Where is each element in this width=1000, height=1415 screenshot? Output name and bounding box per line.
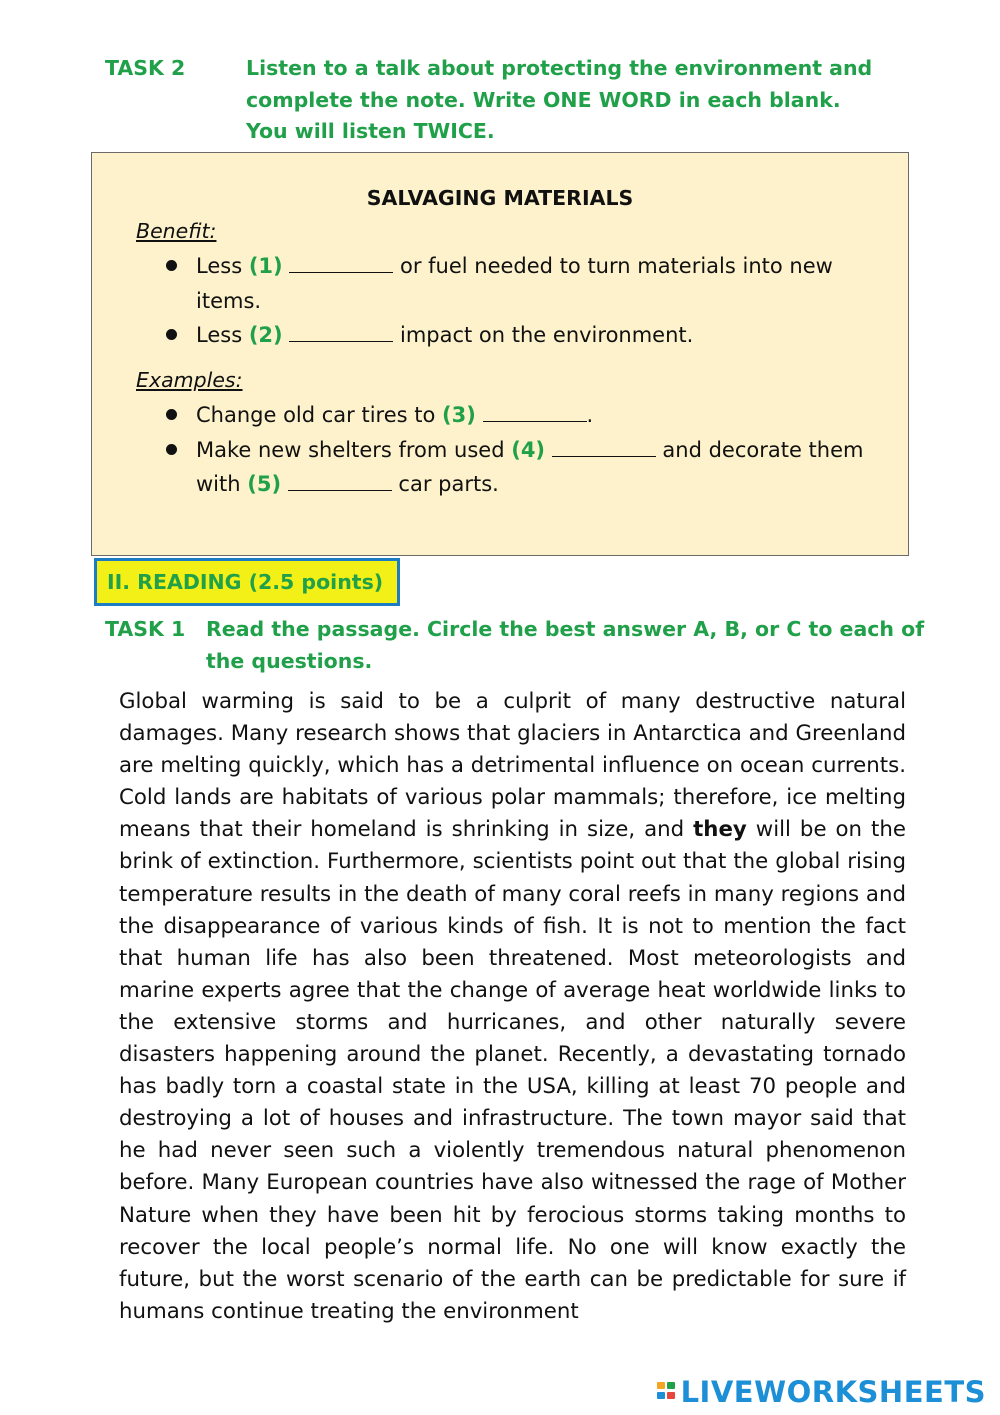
task2-instruction-line: complete the note. Write ONE WORD in each blank. xyxy=(246,87,841,112)
answer-blank-3[interactable] xyxy=(483,402,587,422)
blank-number: (4) xyxy=(511,437,546,462)
list-item: Make new shelters from used (4) and decorate them with (5) car parts. xyxy=(0,433,896,502)
task2-label: TASK 2 xyxy=(105,56,186,80)
reading-passage: Global warming is said to be a culprit of many destructive natural damages. Many research shows that glaciers in Antarctica and Greenland are melting quickly, which has a detrimental influence on ocean currents. Cold lands are habitats of various polar mammals; therefore, ice melting means that their homeland is shrinking in size, and they will be on the brink of extinction. Furthermore, scientists point out that the global rising temperature results in the death of many coral reefs in many regions and the disappearance of various kinds of fish. It is not to mention the fact that human life has also been threatened. Most meteorologists and marine experts agree that the change of average heat worldwide links to the extensive storms and hurricanes, and other naturally severe disasters happening around the planet. Recently, a devastating tornado has badly torn a coastal state in the USA, killing at least 70 people and destroying a lot of houses and infrastructure. The town mayor said that he had never seen such a violently tremendous natural phenomenon before. Many European countries have also witnessed the rage of Mother Nature when they have been hit by ferocious storms taking months to recover the local people’s normal life. No one will know exactly the future, but the worst scenario of the earth can be predictable for sure if humans continue treating the environment xyxy=(119,689,906,1324)
task2-instruction-line: You will listen TWICE. xyxy=(246,119,495,143)
bullet-icon xyxy=(166,329,177,340)
answer-blank-4[interactable] xyxy=(552,437,656,457)
list-item: Less (2) impact on the environment. xyxy=(0,318,896,353)
task1-label: TASK 1 xyxy=(105,617,186,641)
answer-blank-5[interactable] xyxy=(288,471,392,491)
task1-instruction xyxy=(206,614,926,677)
benefit-list xyxy=(0,249,900,353)
note-title: SALVAGING MATERIALS xyxy=(366,186,634,210)
liveworksheets-logo xyxy=(657,1374,986,1410)
list-item: Less (1) or fuel needed to turn materials into new items. xyxy=(0,249,896,318)
bullet-icon xyxy=(166,444,177,455)
examples-list xyxy=(0,398,900,502)
task2-instruction-line: Listen to a talk about protecting the environment and xyxy=(246,56,873,80)
reading-section-title: II. READING (2.5 points) xyxy=(94,558,400,606)
list-item: Change old car tires to (3) . xyxy=(0,398,896,433)
passage-bold-word: they xyxy=(693,817,747,843)
blank-number: (1) xyxy=(248,254,283,278)
blank-number: (2) xyxy=(248,323,283,347)
blank-number: (3) xyxy=(442,403,476,427)
logo-icon xyxy=(657,1380,677,1404)
answer-blank-1[interactable] xyxy=(289,253,393,273)
answer-blank-2[interactable] xyxy=(289,322,393,342)
task1-instruction-line: Read the passage. Circle the best answer A, B, or C to each of xyxy=(206,617,925,641)
blank-number: (5) xyxy=(247,472,282,496)
examples-heading: Examples: xyxy=(136,368,243,392)
bullet-icon xyxy=(166,409,177,420)
task2-instruction xyxy=(246,53,946,148)
logo-text: LIVEWORKSHEETS xyxy=(680,1375,986,1409)
bullet-icon xyxy=(166,260,177,271)
benefit-heading: Benefit: xyxy=(136,219,217,243)
task1-instruction-line: the questions. xyxy=(206,648,373,673)
